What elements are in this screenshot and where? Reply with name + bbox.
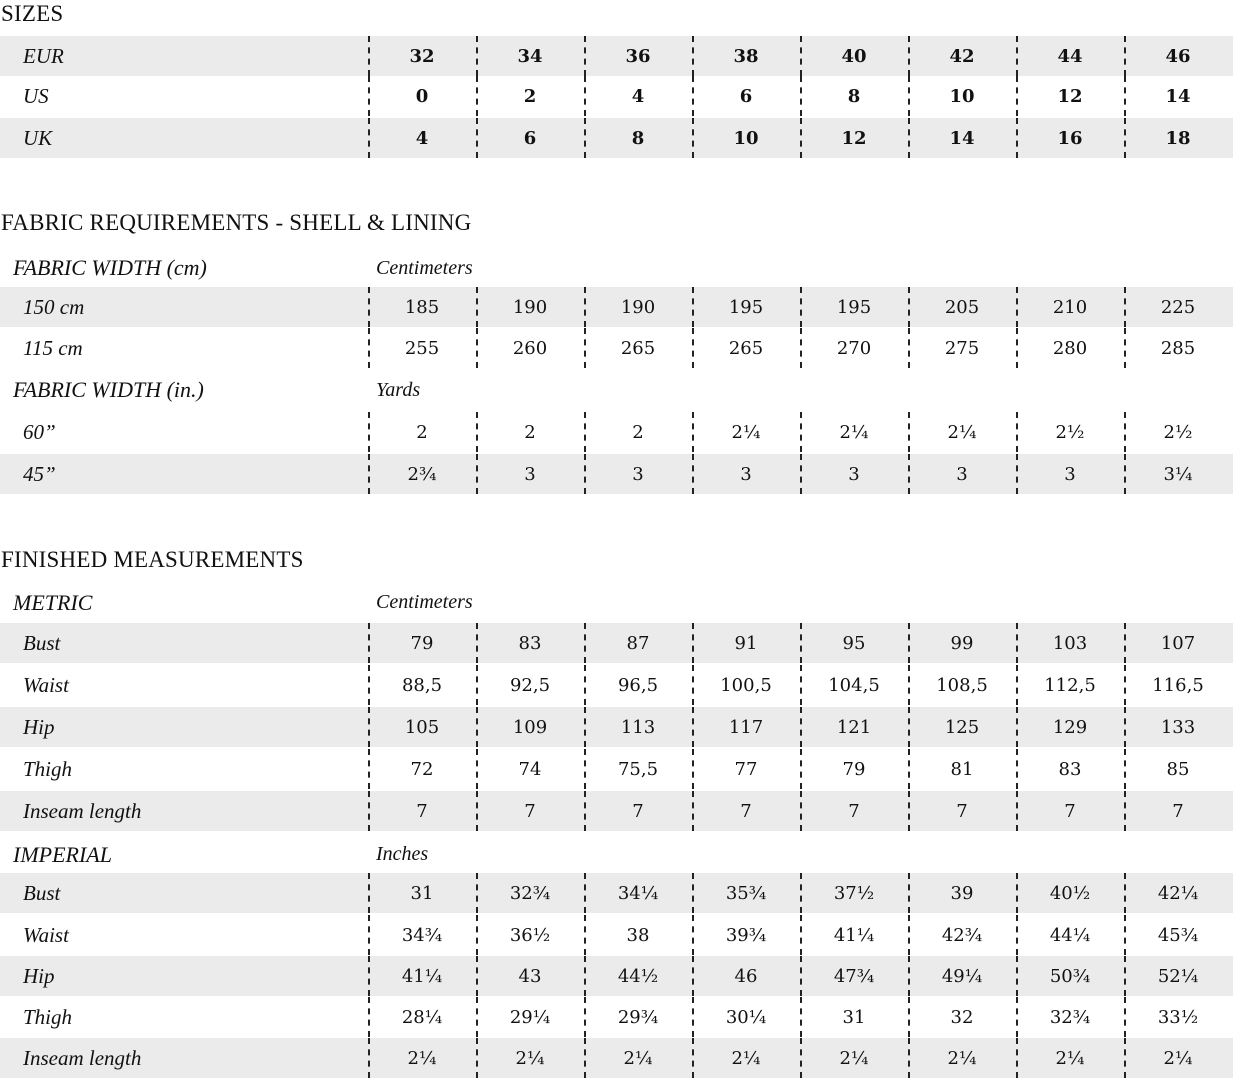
table-cell: 7: [740, 800, 752, 822]
table-cell: 195: [836, 296, 872, 318]
table-cell: 108,5: [936, 674, 988, 696]
table-cell: 107: [1160, 632, 1196, 654]
table-cell: 44¼: [1049, 924, 1091, 946]
table-cell: 7: [1172, 800, 1184, 822]
metric-heading: METRIC: [13, 590, 93, 615]
table-cell: 14: [1165, 85, 1191, 107]
table-row: [0, 287, 1233, 327]
table-cell: 32¾: [509, 882, 551, 904]
table-cell: 14: [949, 127, 975, 149]
table-cell: 44: [1057, 45, 1083, 67]
table-cell: 100,5: [720, 674, 772, 696]
table-cell: 28¼: [401, 1006, 443, 1028]
table-cell: 117: [728, 716, 764, 738]
table-cell: 280: [1052, 337, 1088, 359]
table-cell: 47¾: [833, 965, 875, 987]
row-label: Inseam length: [23, 1045, 142, 1070]
table-cell: 39¾: [725, 924, 767, 946]
table-cell: 205: [944, 296, 980, 318]
table-cell: 83: [518, 632, 542, 654]
imperial-heading: IMPERIAL: [13, 842, 112, 867]
table-cell: 43: [518, 965, 542, 987]
table-row: [0, 791, 1233, 831]
table-cell: 34: [517, 45, 543, 67]
table-cell: 112,5: [1044, 674, 1096, 696]
table-cell: 3: [848, 463, 860, 485]
table-cell: 40: [841, 45, 867, 67]
table-cell: 7: [524, 800, 536, 822]
table-cell: 36: [625, 45, 651, 67]
table-cell: 195: [728, 296, 764, 318]
table-cell: 31: [410, 882, 434, 904]
table-row: [0, 997, 1233, 1037]
table-cell: 85: [1166, 758, 1190, 780]
table-cell: 46: [734, 965, 758, 987]
table-cell: 32: [409, 45, 435, 67]
table-cell: 285: [1160, 337, 1196, 359]
table-cell: 125: [944, 716, 980, 738]
table-row: [0, 915, 1233, 955]
table-cell: 2¼: [731, 421, 761, 443]
row-label: Waist: [23, 922, 69, 947]
row-label: UK: [23, 125, 53, 150]
table-cell: 42: [949, 45, 975, 67]
table-cell: 121: [836, 716, 872, 738]
row-label: Bust: [23, 880, 61, 905]
table-cell: 7: [416, 800, 428, 822]
table-cell: 12: [1057, 85, 1083, 107]
table-cell: 265: [728, 337, 764, 359]
row-label: Inseam length: [23, 798, 142, 823]
table-cell: 104,5: [828, 674, 880, 696]
table-cell: 116,5: [1152, 674, 1204, 696]
table-cell: 0: [415, 85, 429, 107]
table-cell: 75,5: [617, 758, 659, 780]
table-cell: 113: [620, 716, 656, 738]
row-label: Bust: [23, 630, 61, 655]
table-row: [0, 118, 1233, 158]
fabric-in-unit-label: Yards: [376, 379, 421, 401]
table-cell: 2¼: [731, 1047, 761, 1069]
table-cell: 40½: [1049, 882, 1091, 904]
table-cell: 30¼: [725, 1006, 767, 1028]
table-cell: 2½: [1055, 421, 1085, 443]
table-cell: 35¾: [725, 882, 767, 904]
table-cell: 10: [733, 127, 759, 149]
fabric-width-cm-heading: FABRIC WIDTH (cm): [13, 255, 207, 280]
imperial-unit-label: Inches: [376, 843, 429, 865]
table-cell: 3: [740, 463, 752, 485]
table-cell: 6: [523, 127, 537, 149]
table-row: [0, 707, 1233, 747]
table-row: [0, 1038, 1233, 1078]
table-cell: 270: [836, 337, 872, 359]
table-cell: 12: [841, 127, 867, 149]
table-cell: 41¼: [833, 924, 875, 946]
table-cell: 4: [415, 127, 429, 149]
table-cell: 6: [739, 85, 753, 107]
table-cell: 34¼: [617, 882, 659, 904]
table-cell: 42¼: [1157, 882, 1199, 904]
table-cell: 2¼: [839, 1047, 869, 1069]
table-cell: 74: [518, 758, 542, 780]
table-cell: 2¾: [407, 463, 437, 485]
table-cell: 50¾: [1049, 965, 1091, 987]
table-cell: 4: [631, 85, 645, 107]
table-cell: 87: [626, 632, 650, 654]
table-cell: 2: [523, 85, 537, 107]
table-cell: 99: [950, 632, 974, 654]
table-cell: 31: [842, 1006, 866, 1028]
table-cell: 32: [950, 1006, 974, 1028]
row-label: 60”: [23, 419, 56, 444]
table-cell: 10: [949, 85, 975, 107]
table-cell: 77: [734, 758, 758, 780]
table-cell: 2¼: [623, 1047, 653, 1069]
table-cell: 190: [620, 296, 656, 318]
table-cell: 2¼: [515, 1047, 545, 1069]
row-label: Thigh: [23, 756, 73, 781]
table-cell: 2¼: [947, 1047, 977, 1069]
table-cell: 2: [416, 421, 428, 443]
table-cell: 79: [410, 632, 434, 654]
row-label: Hip: [23, 963, 55, 988]
table-cell: 3: [632, 463, 644, 485]
table-cell: 7: [956, 800, 968, 822]
table-cell: 3: [1064, 463, 1076, 485]
sizes-title: SIZES: [1, 1, 64, 26]
row-label: 150 cm: [23, 294, 85, 319]
table-cell: 225: [1160, 296, 1196, 318]
table-cell: 210: [1052, 296, 1088, 318]
table-cell: 185: [404, 296, 440, 318]
table-cell: 8: [847, 85, 861, 107]
table-cell: 52¼: [1157, 965, 1199, 987]
table-row: [0, 36, 1233, 76]
table-row: [0, 454, 1233, 494]
table-cell: 7: [848, 800, 860, 822]
table-cell: 38: [626, 924, 650, 946]
row-label: 115 cm: [23, 335, 83, 360]
table-cell: 2¼: [839, 421, 869, 443]
table-cell: 133: [1160, 716, 1196, 738]
fabric-width-in-heading: FABRIC WIDTH (in.): [13, 377, 204, 402]
table-cell: 3: [524, 463, 536, 485]
table-cell: 72: [410, 758, 434, 780]
metric-unit-label: Centimeters: [376, 591, 473, 613]
table-cell: 34¾: [401, 924, 443, 946]
table-row: [0, 76, 1233, 116]
table-cell: 255: [404, 337, 440, 359]
row-label: US: [23, 83, 49, 108]
table-cell: 103: [1052, 632, 1088, 654]
table-cell: 33½: [1157, 1006, 1199, 1028]
finished-measurements-title: FINISHED MEASUREMENTS: [1, 547, 304, 572]
table-cell: 39: [950, 882, 974, 904]
table-cell: 109: [512, 716, 548, 738]
row-label: Hip: [23, 714, 55, 739]
table-cell: 3¼: [1163, 463, 1193, 485]
table-cell: 260: [512, 337, 548, 359]
table-cell: 190: [512, 296, 548, 318]
table-cell: 129: [1052, 716, 1088, 738]
row-label: 45”: [23, 461, 56, 486]
table-row: [0, 956, 1233, 996]
table-cell: 49¼: [941, 965, 983, 987]
table-cell: 42¾: [941, 924, 983, 946]
table-cell: 81: [950, 758, 974, 780]
table-cell: 96,5: [617, 674, 659, 696]
table-cell: 16: [1057, 127, 1083, 149]
table-cell: 7: [1064, 800, 1076, 822]
table-cell: 2½: [1163, 421, 1193, 443]
table-cell: 45¾: [1157, 924, 1199, 946]
table-cell: 18: [1165, 127, 1191, 149]
table-cell: 275: [944, 337, 980, 359]
table-row: [0, 665, 1233, 705]
table-cell: 44½: [617, 965, 659, 987]
table-cell: 2¼: [407, 1047, 437, 1069]
table-cell: 37½: [833, 882, 875, 904]
row-label: Thigh: [23, 1004, 73, 1029]
table-cell: 83: [1058, 758, 1082, 780]
table-row: [0, 328, 1233, 368]
table-cell: 29¾: [617, 1006, 659, 1028]
table-cell: 2¼: [1163, 1047, 1193, 1069]
table-cell: 79: [842, 758, 866, 780]
row-label: EUR: [23, 43, 64, 68]
table-row: [0, 412, 1233, 452]
row-label: Waist: [23, 672, 69, 697]
table-cell: 105: [404, 716, 440, 738]
table-cell: 8: [631, 127, 645, 149]
table-cell: 38: [733, 45, 759, 67]
table-cell: 29¼: [509, 1006, 551, 1028]
table-cell: 7: [632, 800, 644, 822]
table-cell: 36½: [509, 924, 551, 946]
table-cell: 2¼: [947, 421, 977, 443]
table-cell: 95: [842, 632, 866, 654]
table-cell: 2: [632, 421, 644, 443]
table-cell: 88,5: [401, 674, 443, 696]
table-cell: 2¼: [1055, 1047, 1085, 1069]
table-cell: 41¼: [401, 965, 443, 987]
table-cell: 265: [620, 337, 656, 359]
table-row: [0, 873, 1233, 913]
table-cell: 3: [956, 463, 968, 485]
fabric-requirements-title: FABRIC REQUIREMENTS - SHELL & LINING: [1, 210, 472, 235]
table-cell: 46: [1165, 45, 1191, 67]
table-cell: 92,5: [509, 674, 551, 696]
table-row: [0, 749, 1233, 789]
table-cell: 32¾: [1049, 1006, 1091, 1028]
table-cell: 91: [734, 632, 758, 654]
table-cell: 2: [524, 421, 536, 443]
table-row: [0, 623, 1233, 663]
fabric-cm-unit-label: Centimeters: [376, 257, 473, 279]
